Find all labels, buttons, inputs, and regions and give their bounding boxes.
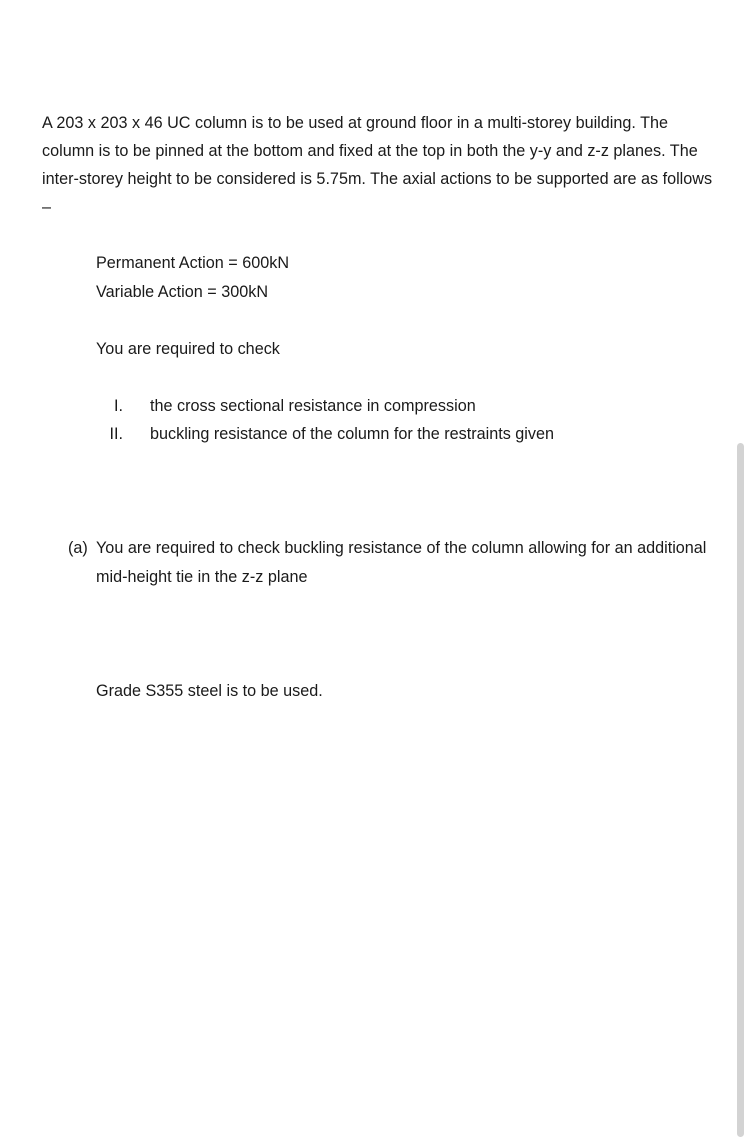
list-item: [96, 420, 554, 448]
part-a-marker: (a): [68, 539, 88, 557]
part-a-text: You are required to check buckling resistance of the column allowing for an additional mid-height tie in the z-z plane: [96, 539, 707, 586]
list-marker: I.: [114, 397, 123, 415]
part-a-question: [68, 534, 728, 592]
list-item: [96, 392, 554, 420]
actions-block: [96, 249, 289, 307]
permanent-action-line: Permanent Action = 600kN: [96, 254, 290, 272]
vertical-scrollbar[interactable]: [737, 443, 744, 1137]
list-item-text: the cross sectional resistance in compression: [150, 397, 476, 415]
variable-action-line: Variable Action = 300kN: [96, 283, 269, 301]
check-list: [96, 392, 554, 448]
list-marker: II.: [109, 425, 123, 443]
steel-grade-note: Grade S355 steel is to be used.: [96, 682, 323, 700]
required-check-heading: You are required to check: [96, 340, 280, 358]
list-item-text: buckling resistance of the column for the restraints given: [150, 425, 554, 443]
intro-paragraph: A 203 x 203 x 46 UC column is to be used at ground floor in a multi-storey building. The column is to be pinned at the bottom and fixed at the top in both the y-y and z-z planes. The inter-storey height to be considered is 5.75m. The axial actions to be supported are as follows –: [42, 114, 713, 216]
